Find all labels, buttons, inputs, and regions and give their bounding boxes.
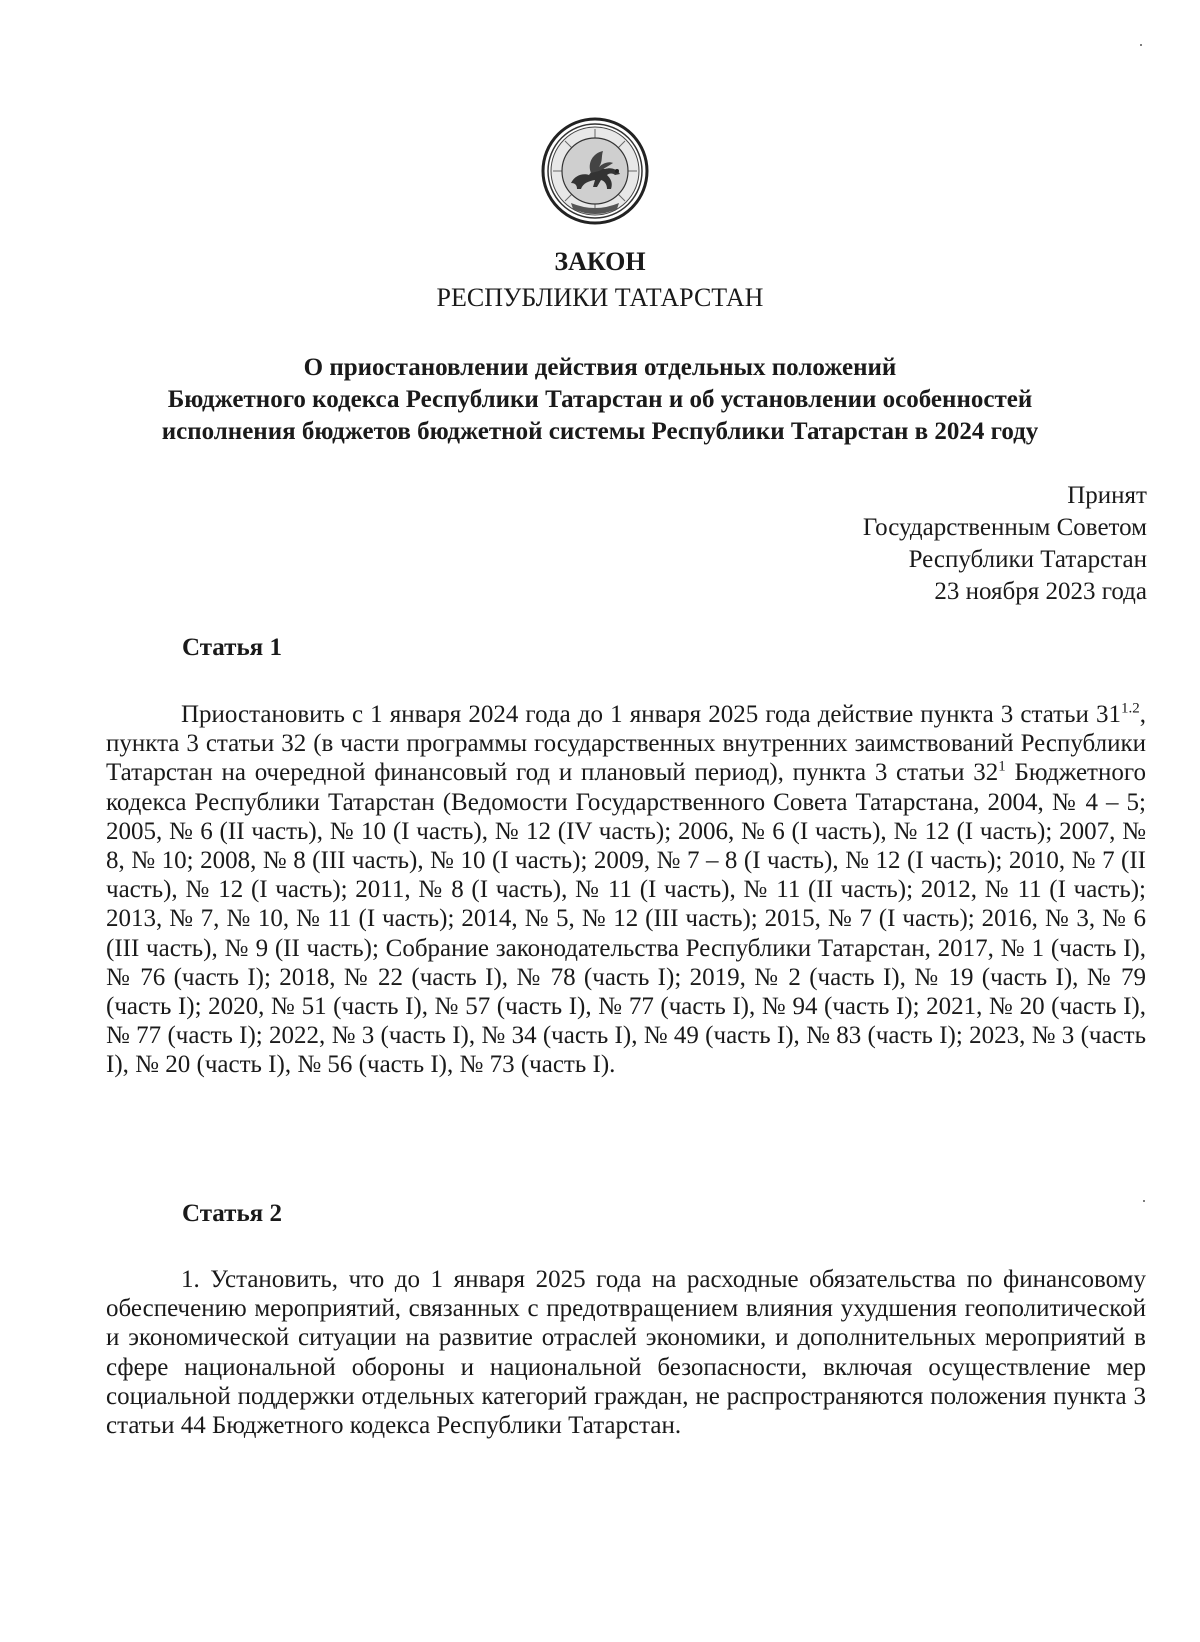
article-1-text-part: Приостановить с 1 января 2024 года до 1 января 2025 года действие пункта 3 статьи 31 (181, 701, 1121, 728)
article-1-text-part: Бюджетного кодекса Республики Татарстан (Ведомости Государственного Совета Татарстана, 2004, № 4 – 5; 2005, № 6 (II часть), № 10 (I часть), № 12 (IV часть); 2006, № 6 (I часть), № 12 (I часть); 2007, № 8, № 10; 2008, № 8 (III часть), № 10 (I часть); 2009, № 7 – 8 (I часть), № 12 (I часть); 2010, № 7 (II часть), № 12 (I часть); 2011, № 8 (I часть), № 11 (I часть), № 11 (II часть); 2012, № 11 (I часть); 2013, № 7, № 10, № 11 (I часть); 2014, № 5, № 12 (III часть); 2015, № 7 (I часть); 2016, № 3, № 6 (III часть), № 9 (II часть); Собрание законодательства Республики Татарстан, 2017, № 1 (часть I), № 76 (часть I); 2018, № 22 (часть I), № 78 (часть I); 2019, № 2 (часть I), № 19 (часть I), № 79 (часть I); 2020, № 51 (часть I), № 57 (часть I), № 77 (часть I), № 94 (часть I); 2021, № 20 (часть I), № 77 (часть I); 2022, № 3 (часть I), № 34 (часть I), № 49 (часть I), № 83 (часть I); 2023, № 3 (часть I), № 20 (часть I), № 56 (часть I), № 73 (часть I). (106, 759, 1146, 1079)
adoption-date: 23 ноября 2023 года (934, 578, 1147, 605)
document-issuer: РЕСПУБЛИКИ ТАТАРСТАН (436, 283, 764, 312)
article-2-paragraph-1: 1. Установить, что до 1 января 2025 года на расходные обязательства по финансовому обеспечению мероприятий, связанных с предотвращением влияния ухудшения геополитической и экономической ситуации на развитие отраслей экономики, и дополнительных мероприятий в сфере национальной обороны и национальной безопасности, включая осуществление мер социальной поддержки отдельных категорий граждан, не распространяются положения пункта 3 статьи 44 Бюджетного кодекса Республики Татарстан. (106, 1266, 1146, 1440)
article-1-text-part: , пункта 3 статьи 32 (в части программы государственных внутренних заимствований Республики Татарстан на очередной финансовый год и плановый период), пункта 3 статьи 32 (106, 701, 1146, 787)
document-type: ЗАКОН (554, 247, 646, 276)
adoption-line: Республики Татарстан (908, 546, 1147, 573)
article-1-heading: Статья 1 (182, 634, 282, 661)
scan-speck (1140, 44, 1142, 46)
adoption-block (863, 480, 1147, 608)
law-title (0, 244, 1200, 316)
adoption-line: Принят (1067, 482, 1147, 509)
law-subject (90, 352, 1110, 448)
scan-speck (1143, 1200, 1145, 1202)
article-1-text (106, 700, 1146, 1080)
article-2-heading: Статья 2 (182, 1200, 282, 1227)
adoption-line: Государственным Советом (862, 514, 1147, 541)
tatarstan-coat-of-arms-icon (541, 117, 649, 225)
subject-line: исполнения бюджетов бюджетной системы Республики Татарстан в 2024 году (161, 418, 1039, 445)
subject-line: Бюджетного кодекса Республики Татарстан и об установлении особенностей (167, 386, 1033, 413)
article-1-superscript: 1.2 (1121, 700, 1140, 717)
article-1-superscript: 1 (998, 759, 1006, 776)
subject-line: О приостановлении действия отдельных положений (303, 354, 897, 381)
